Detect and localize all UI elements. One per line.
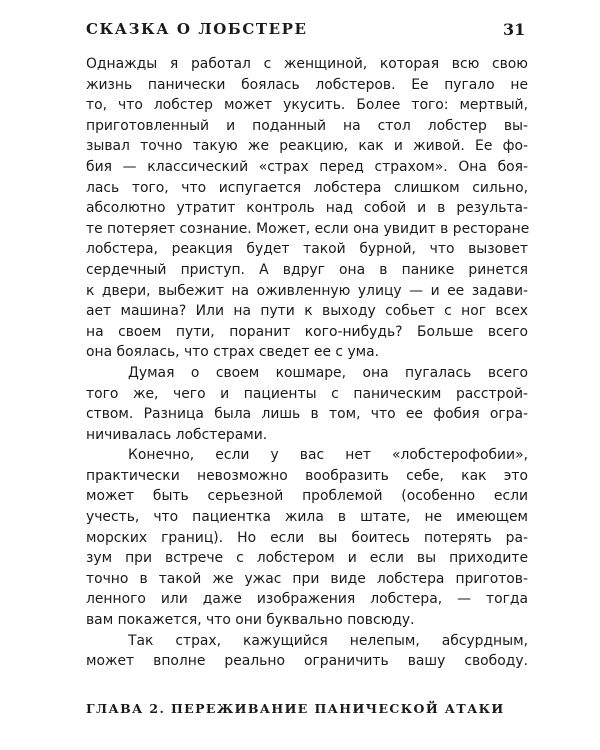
paragraph [86, 54, 528, 363]
text-line: морских границ). Но если вы боитесь потерять ра- [86, 529, 528, 546]
text-line: на своем пути, поранит кого-нибудь? Больше всего [86, 323, 528, 340]
paragraph [86, 631, 528, 672]
paragraph [86, 445, 528, 630]
text-line: зывал точно такую же реакцию, как и живой. Ее фо- [86, 138, 528, 155]
text-line: сердечный приступ. А вдруг она в панике ринется [86, 261, 528, 278]
text-line: лась того, что испугается лобстера слишком сильно, [86, 179, 528, 196]
text-line: того же, чего и пациенты с паническим расстрой- [86, 385, 528, 402]
text-line: лобстера, реакция будет такой бурной, что вызовет [86, 241, 528, 258]
text-line: Думая о своем кошмаре, она пугалась всего [128, 364, 528, 381]
text-line: бия — классический «страх перед страхом». Она боя- [86, 158, 528, 175]
text-line: ничивалась лобстерами. [86, 426, 268, 443]
text-line: к двери, выбежит на оживленную улицу — и ее задави- [86, 282, 528, 299]
text-line: зум при встрече с лобстером и если вы приходите [86, 550, 528, 567]
text-line: она боялась, что страх сведет ее с ума. [86, 344, 380, 361]
text-line: точно в такой же ужас при виде лобстера приготов- [86, 570, 528, 587]
text-line: вам покажется, что они буквально повсюду. [86, 612, 415, 629]
text-line: приготовленный и поданный на стол лобстер вы- [86, 117, 528, 134]
body-text [86, 54, 528, 672]
text-line: практически невозможно вообразить себе, как это [86, 467, 528, 484]
paragraph [86, 363, 528, 445]
text-line: абсолютно утратит контроль над собой и в результа- [86, 200, 528, 217]
text-line: Конечно, если у вас нет «лобстерофобии», [128, 447, 528, 464]
text-line: ает машина? Или на пути к выходу собьет с ног всех [86, 303, 528, 320]
text-line: то, что лобстер может укусить. Более того: мертвый, [86, 97, 528, 114]
text-line: те потеряет сознание. Может, если она увидит в ресторане [86, 220, 530, 237]
text-line: учесть, что пациентка жила в штате, не имеющем [86, 509, 528, 526]
text-line: жизнь панически боялась лобстеров. Ее пугало не [86, 76, 528, 93]
text-line: Однажды я работал с женщиной, которая всю свою [86, 56, 528, 72]
text-line: может вполне реально ограничить вашу свободу. [86, 653, 528, 670]
text-line: ством. Разница была лишь в том, что ее фобия огра- [86, 406, 528, 423]
page-number: 31 [503, 20, 526, 39]
text-line: Так страх, кажущийся нелепым, абсурдным, [128, 632, 528, 649]
running-title: СКАЗКА О ЛОБСТЕРЕ [86, 20, 308, 38]
text-line: ленного или даже изображения лобстера, — тогда [86, 591, 528, 608]
text-line: может быть серьезной проблемой (особенно если [86, 488, 528, 505]
chapter-footer: ГЛАВА 2. ПЕРЕЖИВАНИЕ ПАНИЧЕСКОЙ АТАКИ [86, 701, 505, 716]
